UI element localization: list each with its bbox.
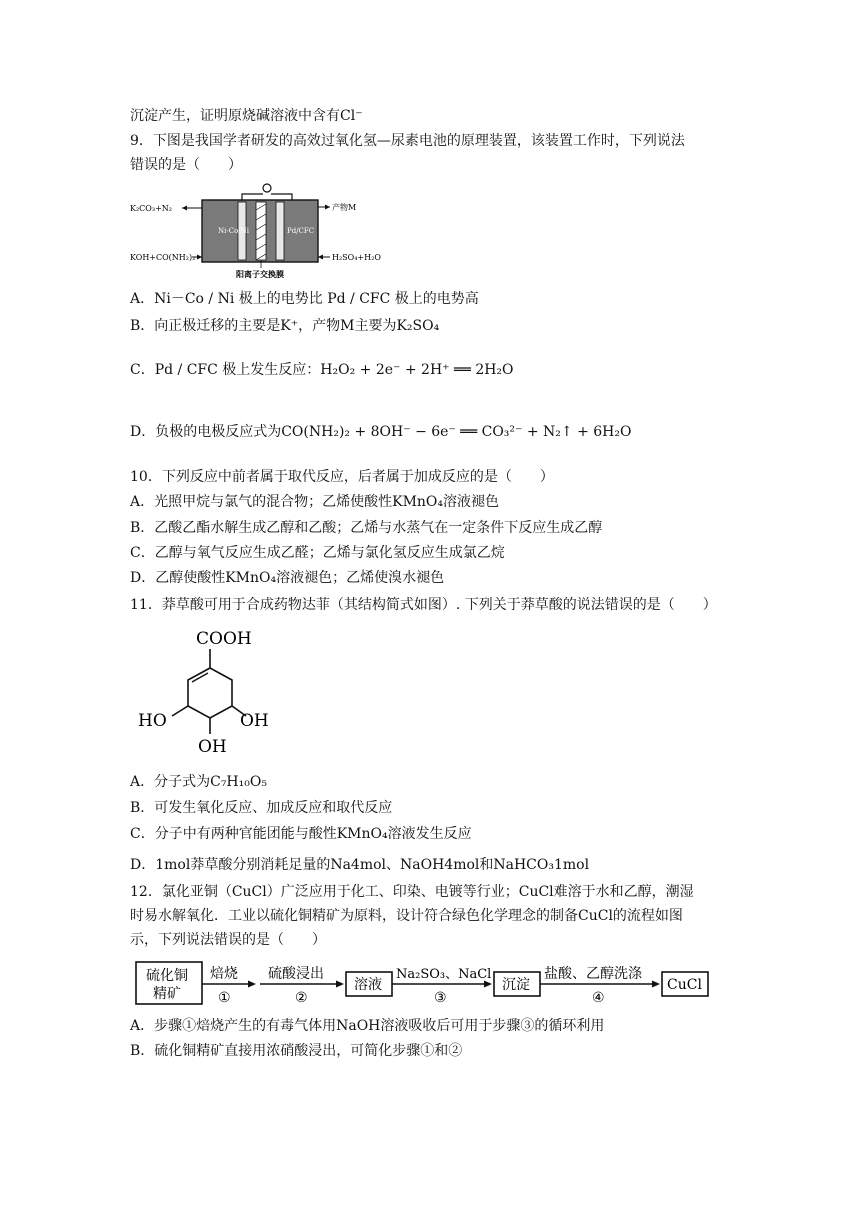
oh-bottom-label: OH [198, 737, 227, 757]
q11-option-a: A．分子式为C₇H₁₀O₅ [130, 774, 267, 790]
q12-option-a: A．步骤①焙烧产生的有毒气体用NaOH溶液吸收后可用于步骤③的循环利用 [130, 1018, 605, 1034]
q12-process-flow [134, 958, 714, 1008]
left-electrode-label: Ni-Co/Ni [218, 227, 250, 235]
q10-option-b: B．乙酸乙酯水解生成乙醇和乙酸；乙烯与水蒸气在一定条件下反应生成乙醇 [130, 520, 603, 536]
step2-top: 硫酸浸出 [268, 966, 324, 982]
q9-stem-line1: 9．下图是我国学者研发的高效过氧化氢—尿素电池的原理装置，该装置工作时，下列说法 [130, 133, 685, 149]
step1-bottom: ① [218, 990, 231, 1006]
bottom-right-label: H₂SO₄+H₂O [332, 253, 381, 262]
q9-battery-diagram [130, 180, 390, 280]
q10-option-a: A．光照甲烷与氯气的混合物；乙烯使酸性KMnO₄溶液褪色 [130, 494, 500, 510]
bottom-left-label: KOH+CO(NH₂)₂ [130, 253, 196, 262]
step3-top: Na₂SO₃、NaCl [396, 967, 492, 982]
q9-option-c: C．Pd / CFC 极上发生反应：H₂O₂ + 2e⁻ + 2H⁺ ══ 2H₂O [130, 362, 514, 378]
q9-stem-line2: 错误的是（ ） [130, 157, 242, 173]
q11-shikimic-acid-structure [134, 622, 274, 758]
q8-tail-text: 沉淀产生，证明原烧碱溶液中含有Cl⁻ [130, 108, 363, 124]
step2-bottom: ② [295, 990, 308, 1006]
step4-bottom: ④ [592, 990, 605, 1006]
q11-option-b: B．可发生氧化反应、加成反应和取代反应 [130, 800, 393, 816]
oh-right-label: OH [240, 711, 269, 731]
q10-stem: 10．下列反应中前者属于取代反应，后者属于加成反应的是（ ） [130, 469, 554, 485]
step1-top: 焙烧 [210, 966, 238, 982]
q11-option-d: D．1mol莽草酸分别消耗足量的Na4mol、NaOH4mol和NaHCO₃1mol [130, 857, 590, 873]
box2-label: 溶液 [354, 977, 382, 993]
step3-bottom: ③ [434, 990, 447, 1006]
right-electrode-label: Pd/CFC [287, 227, 315, 235]
box4-label: CuCl [667, 977, 702, 993]
q12-stem-line1: 12．氯化亚铜（CuCl）广泛应用于化工、印染、电镀等行业；CuCl难溶于水和乙醇，潮湿 [130, 884, 694, 900]
q9-option-a: A．Ni－Co / Ni 极上的电势比 Pd / CFC 极上的电势高 [130, 291, 479, 307]
step4-top: 盐酸、乙醇洗涤 [544, 966, 642, 982]
q12-stem-line2: 时易水解氧化．工业以硫化铜精矿为原料，设计符合绿色化学理念的制备CuCl的流程如图 [130, 908, 683, 924]
q11-option-c: C．分子中有两种官能团能与酸性KMnO₄溶液发生反应 [130, 826, 472, 842]
q10-option-c: C．乙醇与氧气反应生成乙醛；乙烯与氯化氢反应生成氯乙烷 [130, 545, 505, 561]
q9-option-b: B．向正极迁移的主要是K⁺，产物M主要为K₂SO₄ [130, 318, 440, 334]
q11-stem: 11．莽草酸可用于合成药物达菲（其结构简式如图）. 下列关于莽草酸的说法错误的是（ ） [130, 597, 717, 613]
q9-option-d: D．负极的电极反应式为CO(NH₂)₂ + 8OH⁻ − 6e⁻ ══ CO₃²⁻ + N₂↑ + 6H₂O [130, 424, 632, 440]
oh-left-label: HO [138, 711, 167, 731]
bulb-icon [263, 184, 271, 192]
membrane-label: 阳离子交换膜 [236, 269, 284, 279]
q12-option-b: B．硫化铜精矿直接用浓硝酸浸出，可简化步骤①和② [130, 1043, 463, 1059]
q12-stem-line3: 示，下列说法错误的是（ ） [130, 932, 326, 948]
cooh-label: COOH [196, 629, 252, 649]
q10-option-d: D．乙醇使酸性KMnO₄溶液褪色；乙烯使溴水褪色 [130, 570, 445, 586]
box1-line2: 精矿 [153, 986, 181, 1002]
box3-label: 沉淀 [502, 977, 530, 993]
top-right-label: 产物M [332, 203, 357, 212]
box1-line1: 硫化铜 [146, 968, 188, 984]
top-left-label: K₂CO₃+N₂ [130, 204, 172, 213]
